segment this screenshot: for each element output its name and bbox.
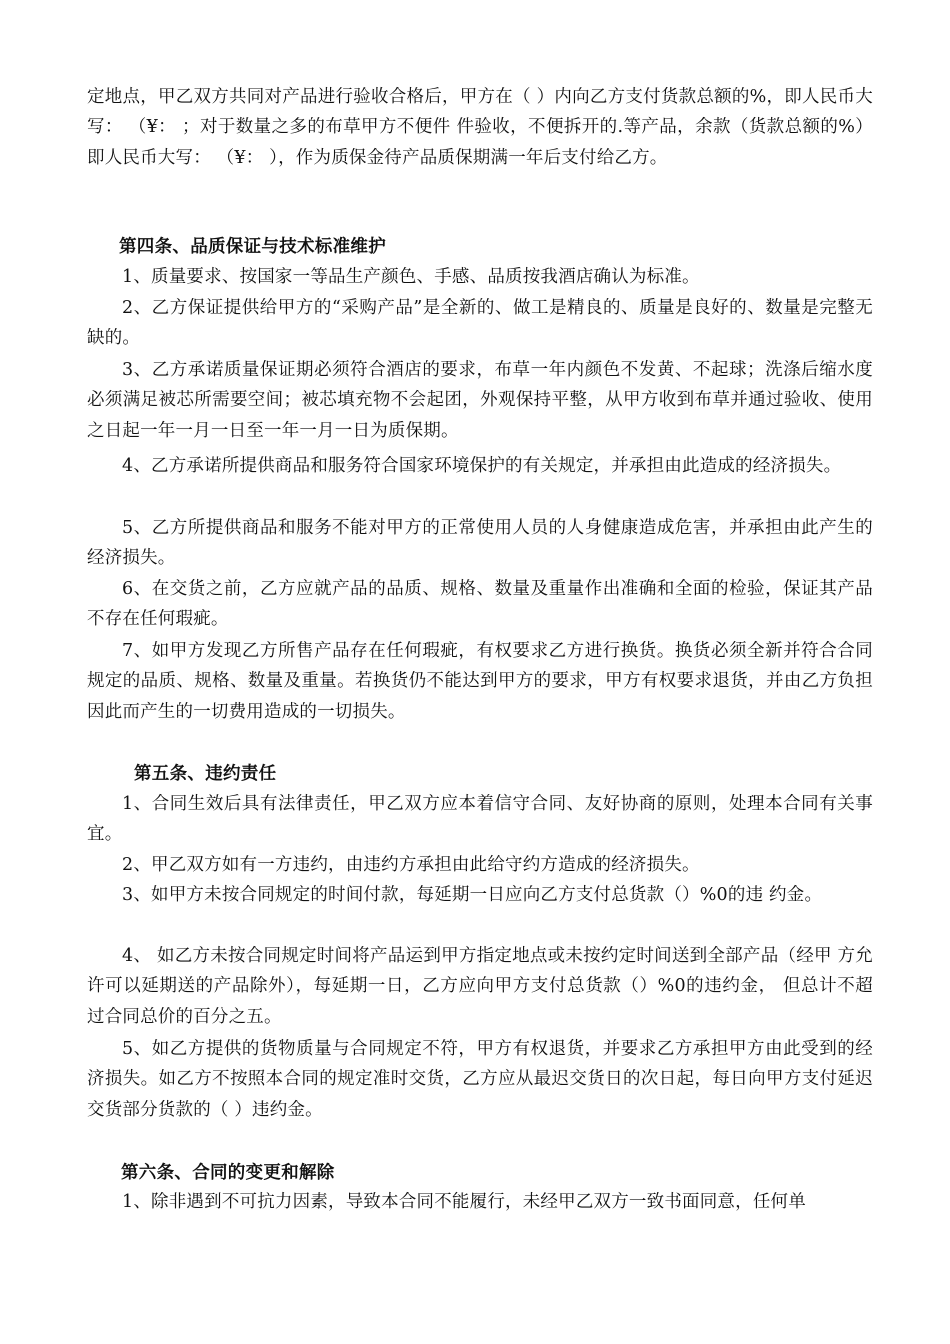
section5-item-2: 2、甲乙双方如有一方违约，由违约方承担由此给守约方造成的经济损失。 [122, 855, 700, 875]
section4-item-7: 7、如甲方发现乙方所售产品存在任何瑕疵，有权要求乙方进行换货。换货必须全新并符合合同规定的品质、规格、数量及重量。若换货仍不能达到甲方的要求，甲方有权要求退货，并由乙方负担因此而产生的一切费用造成的一切损失。 [87, 641, 873, 722]
section5-heading: 第五条、违约责任 [134, 764, 277, 784]
section4-item-4: 4、乙方承诺所提供商品和服务符合国家环境保护的有关规定，并承担由此造成的经济损失。 [122, 456, 842, 476]
section4-item-5: 5、乙方所提供商品和服务不能对甲方的正常使用人员的人身健康造成危害，并承担由此产生的经济损失。 [87, 518, 873, 569]
section6-heading: 第六条、合同的变更和解除 [121, 1163, 335, 1183]
section6-item-1: 1、除非遇到不可抗力因素，导致本合同不能履行，未经甲乙双方一致书面同意，任何单 [122, 1192, 806, 1212]
section5-item-1: 1、合同生效后具有法律责任，甲乙双方应本着信守合同、友好协商的原则，处理本合同有关事宜。 [87, 794, 873, 845]
section5-item-4: 4、 如乙方未按合同规定时间将产品运到甲方指定地点或未按约定时间送到全部产品（经甲 方允许可以延期送的产品除外），每延期一日，乙方应向甲方支付总货款（）%0的违约金， 但总计不超过合同总价的百分之五。 [87, 946, 873, 1027]
section4-item-2: 2、乙方保证提供给甲方的“采购产品”是全新的、做工是精良的、质量是良好的、数量是完整无缺的。 [87, 298, 873, 349]
section4-item-1: 1、质量要求、按国家一等品生产颜色、手感、品质按我酒店确认为标准。 [122, 267, 700, 287]
section4-item-6: 6、在交货之前，乙方应就产品的品质、规格、数量及重量作出准确和全面的检验，保证其产品不存在任何瑕疵。 [87, 579, 873, 630]
section3-continued-paragraph: 定地点，甲乙双方共同对产品进行验收合格后，甲方在（ ）内向乙方支付货款总额的%，即人民币大写： （¥： ；对于数量之多的布草甲方不便件 件验收，不便拆开的.等产品，余款（货款总额的%）即人民币大写： （¥： ），作为质保金待产品质保期满一年后支付给乙方。 [87, 87, 873, 168]
section5-item-5: 5、如乙方提供的货物质量与合同规定不符，甲方有权退货，并要求乙方承担甲方由此受到的经济损失。如乙方不按照本合同的规定准时交货，乙方应从最迟交货日的次日起，每日向甲方支付延迟交货部分货款的（ ）违约金。 [87, 1039, 873, 1120]
section4-heading: 第四条、品质保证与技术标准维护 [119, 237, 386, 257]
section4-item-3: 3、乙方承诺质量保证期必须符合酒店的要求，布草一年内颜色不发黄、不起球；洗涤后缩水度必须满足被芯所需要空间；被芯填充物不会起团，外观保持平整，从甲方收到布草并通过验收、使用之日起一年一月一日至一年一月一日为质保期。 [87, 360, 873, 441]
section5-item-3: 3、如甲方未按合同规定的时间付款，每延期一日应向乙方支付总货款（）%0的违 约金。 [122, 885, 823, 905]
